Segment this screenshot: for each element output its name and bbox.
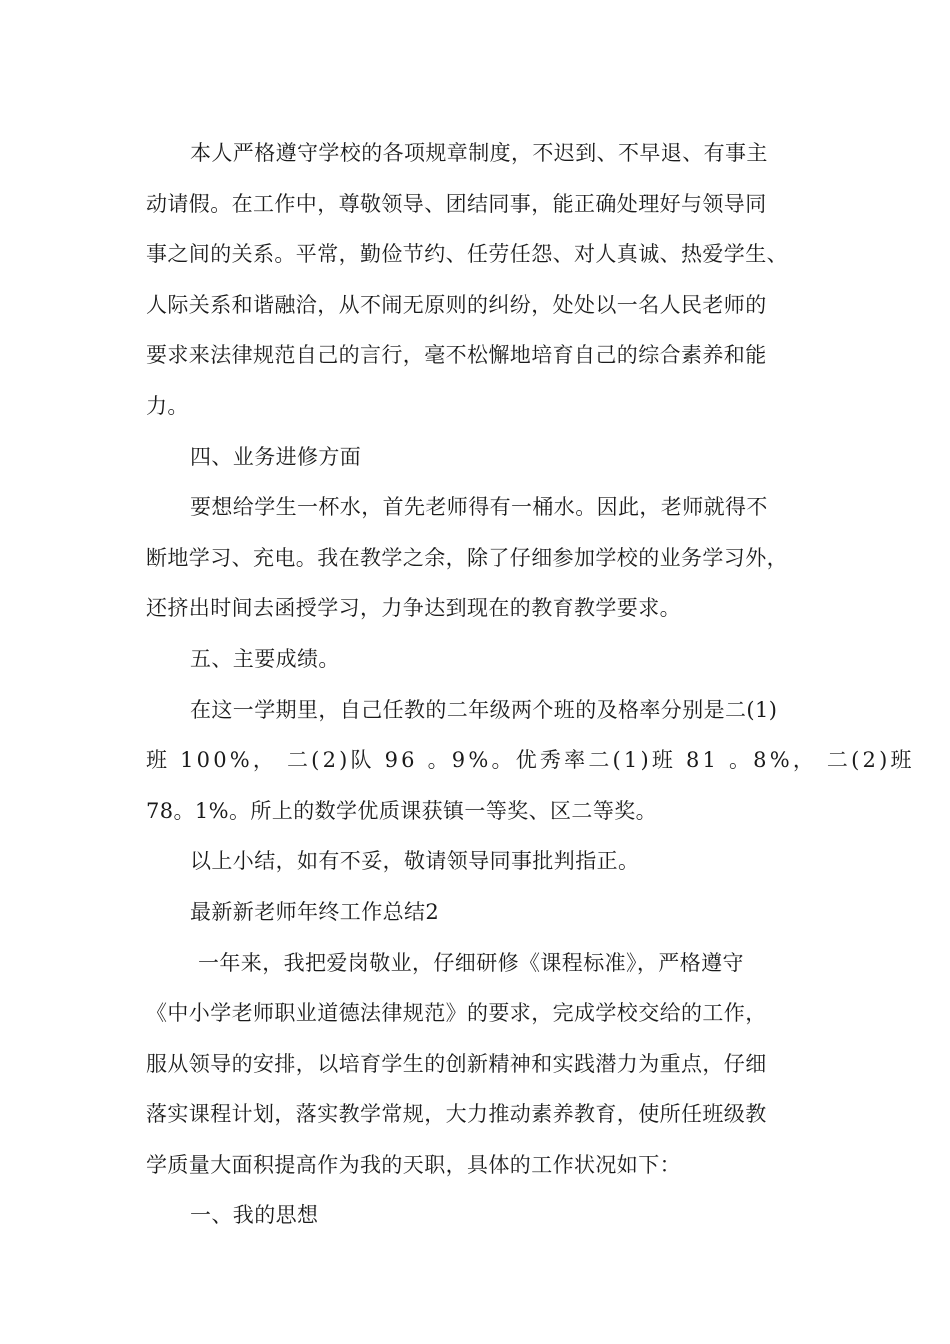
paragraph-line: 动请假。在工作中，尊敬领导、团结同事，能正确处理好与领导同	[146, 191, 767, 216]
document-subtitle: 最新新老师年终工作总结2	[190, 899, 440, 924]
paragraph-line: 学质量大面积提高作为我的天职，具体的工作状况如下：	[146, 1152, 681, 1177]
paragraph-line: 人际关系和谐融洽，从不闹无原则的纠纷，处处以一名人民老师的	[146, 292, 767, 317]
section-heading: 五、主要成绩。	[190, 646, 340, 671]
paragraph-line: 落实课程计划，落实教学常规，大力推动素养教育，使所任班级教	[146, 1102, 767, 1127]
paragraph-line: 本人严格遵守学校的各项规章制度，不迟到、不早退、有事主	[190, 141, 768, 165]
document-body	[146, 128, 915, 1241]
paragraph-line: 断地学习、充电。我在教学之余，除了仔细参加学校的业务学习外，	[146, 545, 788, 570]
paragraph-line: 一年来，我把爱岗敬业，仔细研修《课程标准》，严格遵守	[198, 950, 744, 975]
section-heading: 一、我的思想	[190, 1203, 319, 1228]
paragraph-line: 78。1%。所上的数学优质课获镇一等奖、区二等奖。	[146, 798, 658, 823]
paragraph-line: 力。	[146, 393, 189, 418]
paragraph-line: 以上小结，如有不妥，敬请领导同事批判指正。	[190, 849, 640, 874]
paragraph-line: 服从领导的安排，以培育学生的创新精神和实践潜力为重点，仔细	[146, 1051, 767, 1076]
paragraph-line: 事之间的关系。平常，勤俭节约、任劳任怨、对人真诚、热爱学生、	[146, 242, 788, 267]
paragraph-line: 《中小学老师职业道德法律规范》的要求，完成学校交给的工作，	[146, 1001, 767, 1026]
paragraph-line: 在这一学期里，自己任教的二年级两个班的及格率分别是二(1)	[190, 697, 778, 722]
paragraph-line: 班 100%， 二(2)队 96 。9%。优秀率二(1)班 81 。8%， 二(2)班	[146, 748, 915, 773]
paragraph-line: 要想给学生一杯水，首先老师得有一桶水。因此，老师就得不	[190, 495, 768, 520]
paragraph-line: 要求来法律规范自己的言行，毫不松懈地培育自己的综合素养和能	[146, 343, 767, 368]
paragraph-line: 还挤出时间去函授学习，力争达到现在的教育教学要求。	[146, 596, 681, 621]
section-heading: 四、业务进修方面	[190, 444, 362, 469]
